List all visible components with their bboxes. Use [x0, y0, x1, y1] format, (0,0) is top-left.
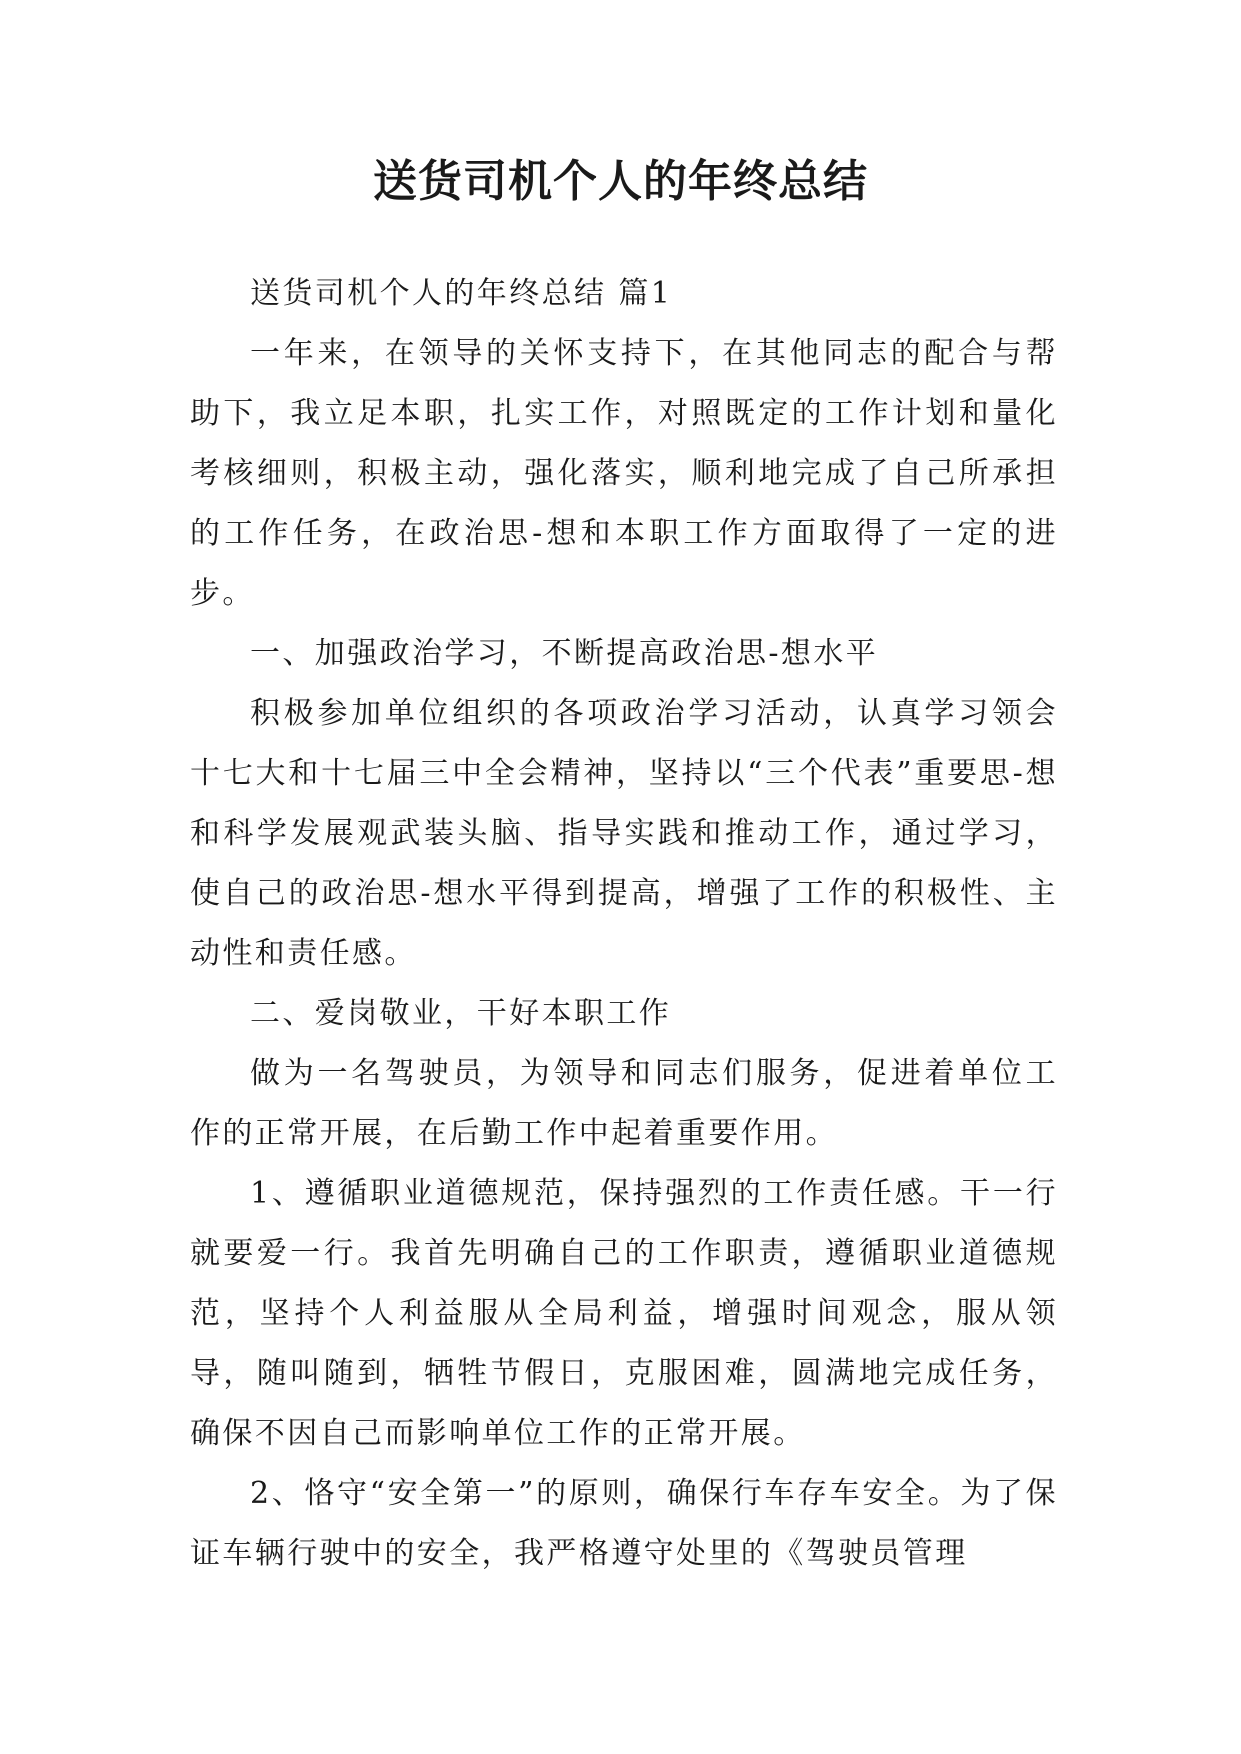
paragraph-point-2: 2、恪守“安全第一”的原则，确保行车存车安全。为了保证车辆行驶中的安全，我严格遵守处里的《驾驶员管理: [190, 1476, 1058, 1571]
document-body: [190, 264, 1058, 1584]
paragraph-political-study: 积极参加单位组织的各项政治学习活动，认真学习领会十七大和十七届三中全会精神，坚持以“三个代表”重要思-想和科学发展观武装头脑、指导实践和推动工作，通过学习，使自己的政治思-想水平得到提高，增强了工作的积极性、主动性和责任感。: [190, 696, 1058, 971]
paragraph-driver-role: 做为一名驾驶员，为领导和同志们服务，促进着单位工作的正常开展，在后勤工作中起着重要作用。: [190, 1056, 1058, 1151]
document-title: 送货司机个人的年终总结: [373, 156, 868, 207]
paragraph-point-1: 1、遵循职业道德规范，保持强烈的工作责任感。干一行就要爱一行。我首先明确自己的工作职责，遵循职业道德规范，坚持个人利益服从全局利益，增强时间观念，服从领导，随叫随到，牺牲节假日，克服困难，圆满地完成任务，确保不因自己而影响单位工作的正常开展。: [190, 1176, 1058, 1451]
paragraph-intro: 一年来，在领导的关怀支持下，在其他同志的配合与帮助下，我立足本职，扎实工作，对照既定的工作计划和量化考核细则，积极主动，强化落实，顺利地完成了自己所承担的工作任务，在政治思-想和本职工作方面取得了一定的进步。: [190, 336, 1058, 611]
section-heading-political-study: 一、加强政治学习，不断提高政治思-想水平: [250, 636, 879, 671]
section-heading-dedication: 二、爱岗敬业，干好本职工作: [250, 996, 672, 1031]
section-heading-1: 送货司机个人的年终总结 篇1: [250, 276, 673, 311]
